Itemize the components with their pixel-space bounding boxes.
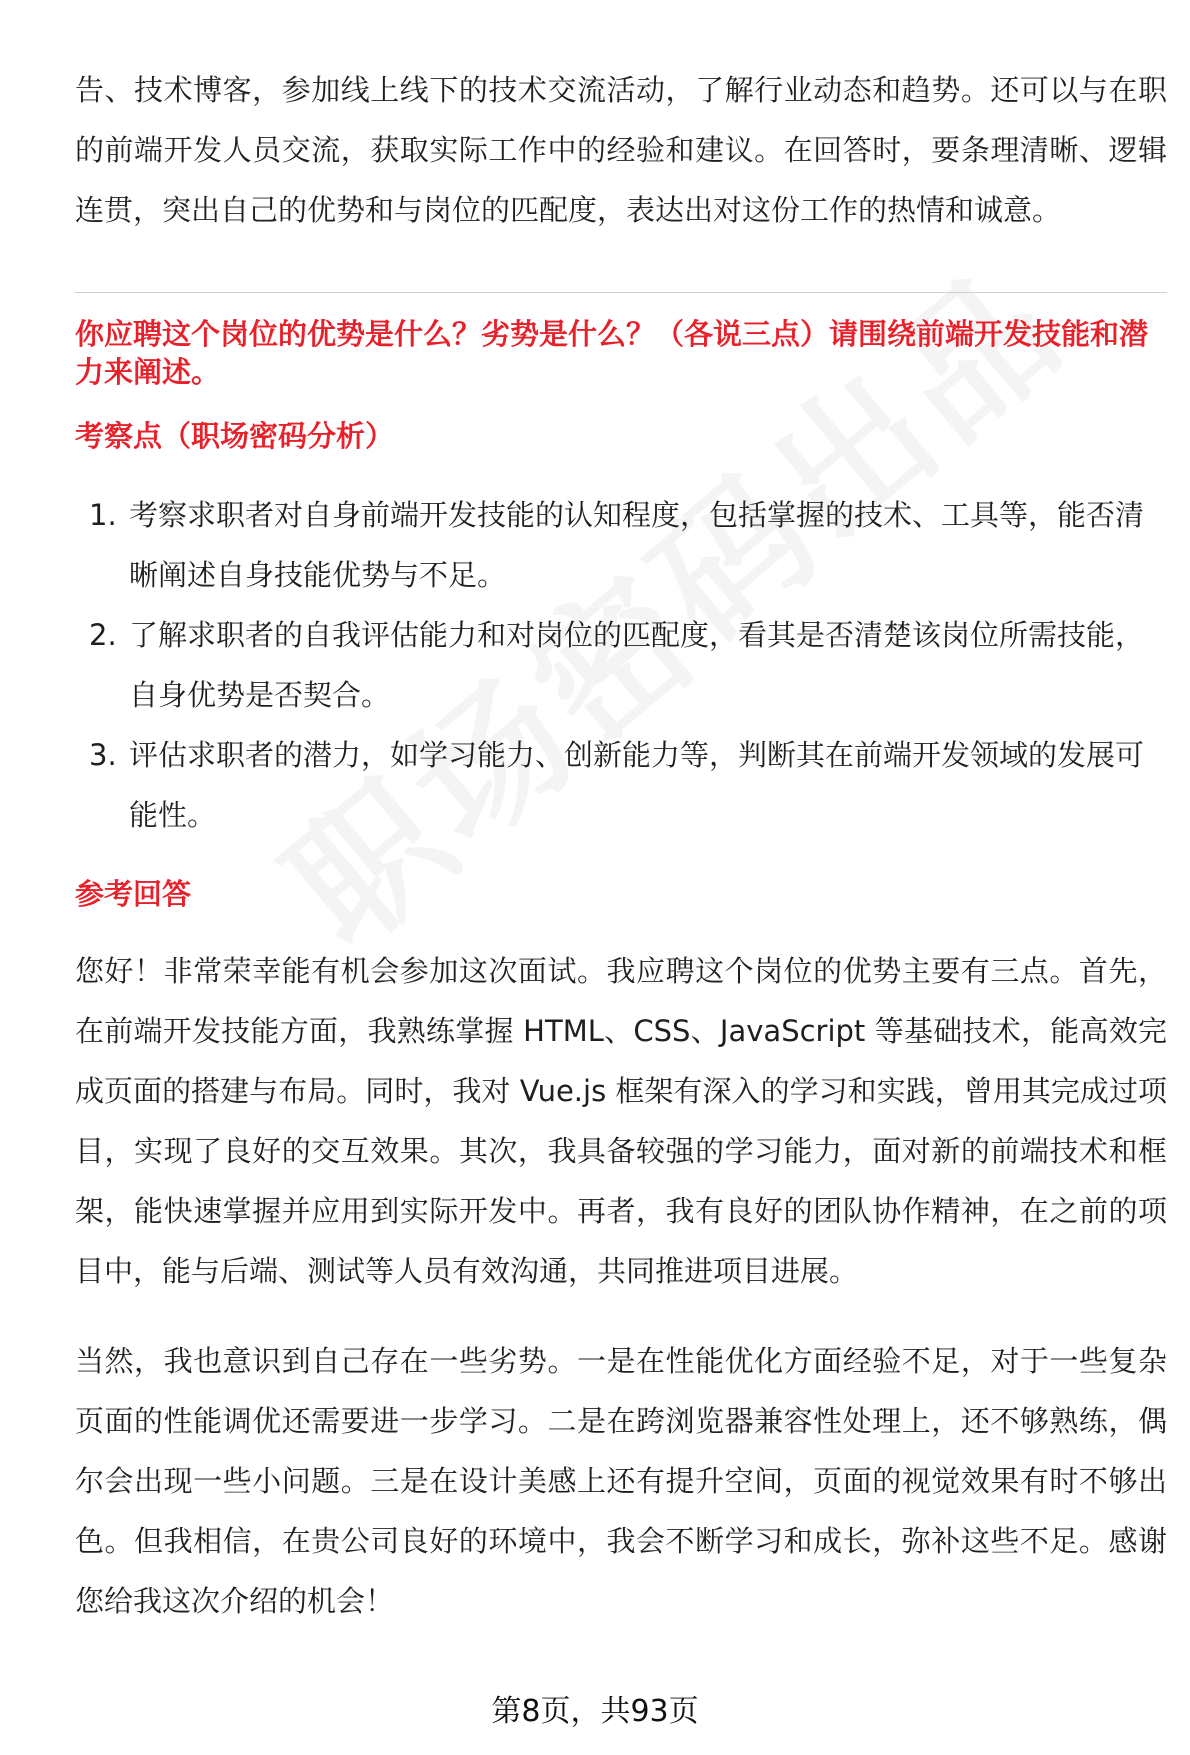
page-number: 第8页，共93页 [491, 1694, 699, 1729]
question-title: 你应聘这个岗位的优势是什么？劣势是什么？（各说三点）请围绕前端开发技能和潜力来阐述。 [75, 317, 1149, 389]
answer-paragraph-2: 当然，我也意识到自己存在一些劣势。一是在性能优化方面经验不足，对于一些复杂页面的性能调优还需要进一步学习。二是在跨浏览器兼容性处理上，还不够熟练，偶尔会出现一些小问题。三是在设计美感上还有提升空间，页面的视觉效果有时不够出色。但我相信，在贵公司良好的环境中，我会不断学习和成长，弥补这些不足。感谢您给我这次介绍的机会！ [75, 1344, 1167, 1618]
list-item-text: 评估求职者的潜力，如学习能力、创新能力等，判断其在前端开发领域的发展可能性。 [129, 738, 1145, 832]
list-item [75, 485, 1167, 605]
list-item [75, 725, 1167, 845]
list-item-number: 2. [89, 618, 117, 652]
list-item-number: 1. [89, 498, 117, 532]
list-item-number: 3. [89, 738, 117, 772]
document-page [75, 60, 1167, 1631]
list-item [75, 605, 1167, 725]
focus-heading: 考察点（职场密码分析） [75, 419, 395, 453]
intro-paragraph: 告、技术博客，参加线上线下的技术交流活动，了解行业动态和趋势。还可以与在职的前端开发人员交流，获取实际工作中的经验和建议。在回答时，要条理清晰、逻辑连贯，突出自己的优势和与岗位的匹配度，表达出对这份工作的热情和诚意。 [75, 73, 1167, 227]
list-item-text: 考察求职者对自身前端开发技能的认知程度，包括掌握的技术、工具等，能否清晰阐述自身技能优势与不足。 [129, 498, 1145, 592]
answer-heading: 参考回答 [75, 877, 192, 911]
focus-list [75, 485, 1167, 845]
list-item-text: 了解求职者的自我评估能力和对岗位的匹配度，看其是否清楚该岗位所需技能，自身优势是否契合。 [129, 618, 1145, 712]
answer-paragraph-1: 您好！非常荣幸能有机会参加这次面试。我应聘这个岗位的优势主要有三点。首先，在前端开发技能方面，我熟练掌握 HTML、CSS、JavaScript 等基础技术，能高效完成页面的搭建与布局。同时，我对 Vue.js 框架有深入的学习和实践，曾用其完成过项目，实现了良好的交互效果。其次，我具备较强的学习能力，面对新的前端技术和框架，能快速掌握并应用到实际开发中。再者，我有良好的团队协作精神，在之前的项目中，能与后端、测试等人员有效沟通，共同推进项目进展。 [75, 954, 1167, 1288]
section-divider [75, 292, 1167, 293]
